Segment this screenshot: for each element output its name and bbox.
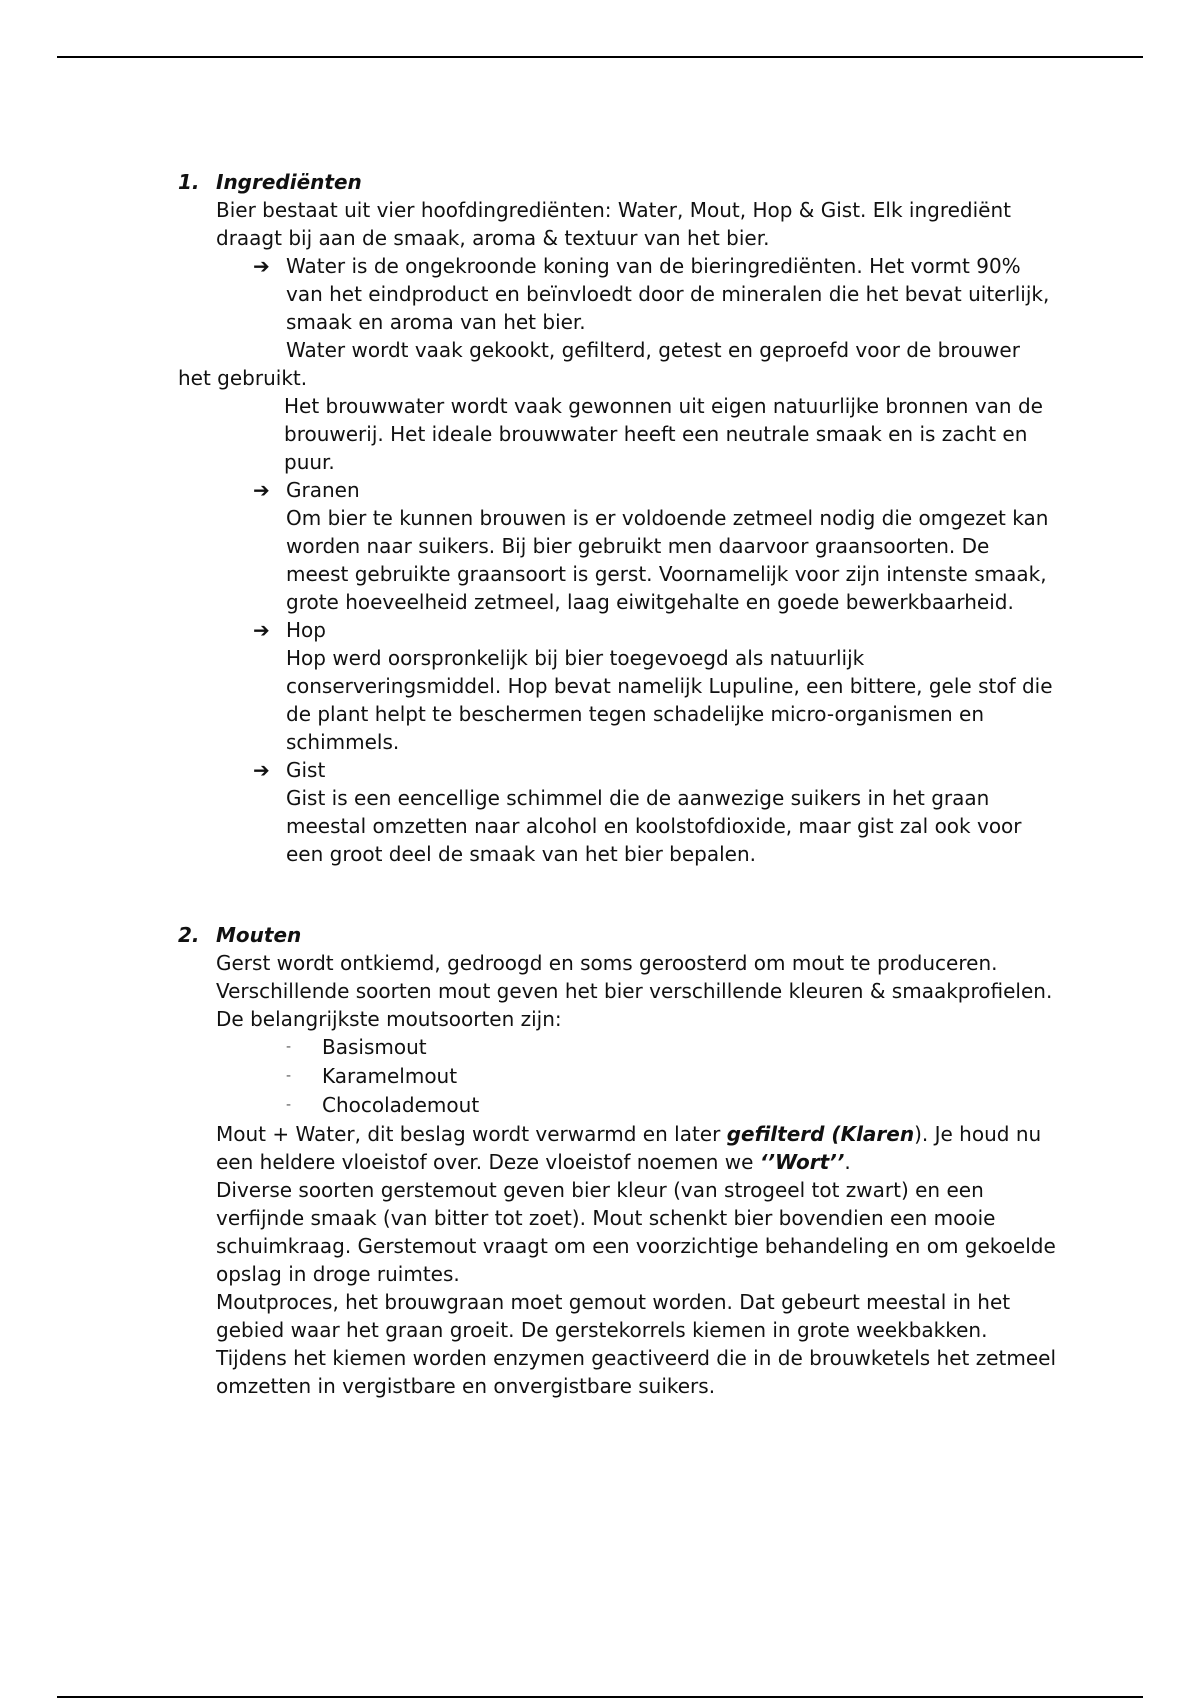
- water-text: Water is de ongekroonde koning van de bieringrediënten. Het vormt 90% van het eindproduct en beïnvloedt door de mineralen die het bevat uiterlijk, smaak en aroma van het bier.: [286, 254, 1050, 334]
- arrow-icon: ➔: [253, 758, 270, 782]
- mouten-paragraph-5: Moutproces, het brouwgraan moet gemout worden. Dat gebeurt meestal in het gebied waar het graan groeit. De gerstekorrels kiemen in grote weekbakken. Tijdens het kiemen worden enzymen geactiveerd die in de brouwketels het zetmeel omzetten in vergistbare en onvergistbare suikers.: [216, 1290, 1056, 1398]
- header-rule: [57, 56, 1143, 58]
- wort-text-a: Mout + Water, dit beslag wordt verwarmd en later: [216, 1122, 727, 1146]
- section-title: Ingrediënten: [216, 170, 362, 194]
- intro-paragraph: Bier bestaat uit vier hoofdingrediënten: Water, Mout, Hop & Gist. Elk ingrediënt draagt bij aan de smaak, aroma & textuur van het bier.: [216, 198, 1011, 250]
- dash-bullet: -: [286, 1039, 292, 1055]
- mouten-paragraph-3: [216, 1120, 1058, 1176]
- gefilterd-emphasis: gefilterd (Klaren: [726, 1122, 915, 1146]
- wort-emphasis: ‘’Wort’’: [759, 1150, 845, 1174]
- mouten-paragraph-1: Gerst wordt ontkiemd, gedroogd en soms geroosterd om mout te produceren. Verschillende soorten mout geven het bier verschillende kleuren & smaakprofielen.: [216, 951, 1053, 1003]
- section-mouten: [178, 921, 1058, 1400]
- granen-label: Granen: [286, 478, 360, 502]
- section-number: 2.: [178, 923, 200, 947]
- hop-text: Hop werd oorspronkelijk bij bier toegevoegd als natuurlijk conserveringsmiddel. Hop bevat namelijk Lupuline, een bittere, gele stof die de plant helpt te beschermen tegen schadelijke micro-organismen en schimmels.: [286, 646, 1053, 754]
- list-item-granen: [178, 476, 1058, 504]
- arrow-icon: ➔: [253, 478, 270, 502]
- section-body: [178, 196, 1058, 868]
- hop-label: Hop: [286, 618, 326, 642]
- granen-text: Om bier te kunnen brouwen is er voldoende zetmeel nodig die omgezet kan worden naar suikers. Bij bier gebruikt men daarvoor graansoorten. De meest gebruikte graansoort is gerst. Voornamelijk voor zijn intenste smaak, grote hoeveelheid zetmeel, laag eiwitgehalte en goede bewerkbaarheid.: [286, 506, 1049, 614]
- dash-bullet: -: [286, 1068, 292, 1084]
- arrow-icon: ➔: [253, 618, 270, 642]
- mouten-paragraph-4: Diverse soorten gerstemout geven bier kleur (van strogeel tot zwart) en een verfijnde smaak (van bitter tot zoet). Mout schenkt bier bovendien een mooie schuimkraag. Gerstemout vraagt om een voorzichtige behandeling en om gekoelde opslag in droge ruimtes.: [216, 1178, 1056, 1286]
- gist-text: Gist is een eencellige schimmel die de aanwezige suikers in het graan meestal omzetten naar alcohol en koolstofdioxide, maar gist zal ook voor een groot deel de smaak van het bier bepalen.: [286, 786, 1022, 866]
- arrow-icon: ➔: [253, 254, 270, 278]
- list-item-gist: [178, 756, 1058, 784]
- water-paragraph-2: Water wordt vaak gekookt, gefilterd, getest en geproefd voor de brouwer het gebruikt.: [178, 338, 1020, 390]
- section-body: [216, 949, 1058, 1400]
- gist-label: Gist: [286, 758, 326, 782]
- list-item: [286, 1091, 1058, 1120]
- dash-bullet: -: [286, 1097, 292, 1113]
- list-item-water: [178, 252, 1058, 336]
- malt-list: [286, 1033, 1058, 1120]
- section-heading: [178, 168, 1058, 196]
- list-item: [286, 1033, 1058, 1062]
- list-item-hop: [178, 616, 1058, 644]
- section-title: Mouten: [216, 923, 302, 947]
- section-number: 1.: [178, 170, 200, 194]
- footer-rule: [57, 1696, 1143, 1698]
- wort-text-c: .: [844, 1150, 851, 1174]
- malt-name: Basismout: [322, 1035, 427, 1059]
- section-ingredienten: [178, 168, 1058, 868]
- wort-text-b: ). Je houd nu een heldere vloeistof over. Deze vloeistof noemen we: [216, 1122, 1042, 1174]
- water-paragraph-3: Het brouwwater wordt vaak gewonnen uit eigen natuurlijke bronnen van de brouwerij. Het ideale brouwwater heeft een neutrale smaak en is zacht en puur.: [284, 394, 1043, 474]
- mouten-paragraph-2: De belangrijkste moutsoorten zijn:: [216, 1007, 562, 1031]
- list-item: [286, 1062, 1058, 1091]
- malt-name: Chocolademout: [322, 1093, 480, 1117]
- malt-name: Karamelmout: [322, 1064, 458, 1088]
- section-heading: [178, 921, 1058, 949]
